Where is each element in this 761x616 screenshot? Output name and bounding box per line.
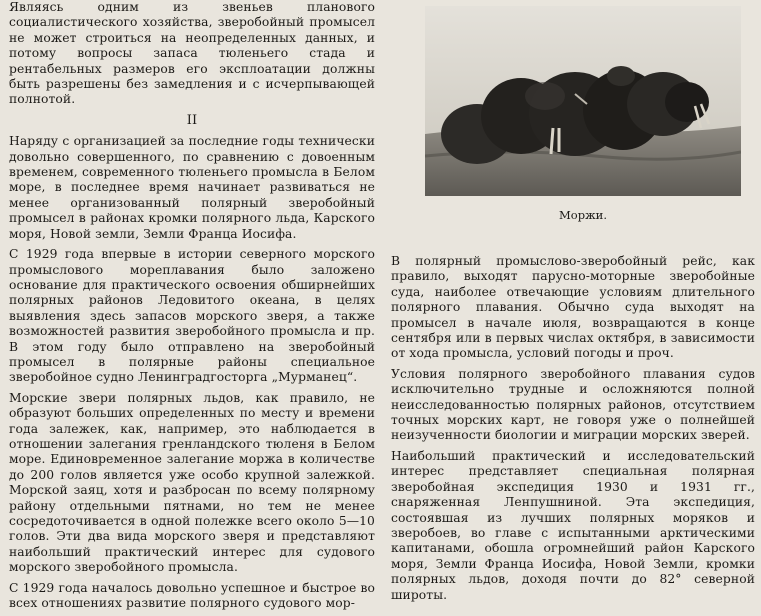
paragraph-voyage: В полярный промыслово-зверобойный рейс, как правило, выходят парусно-моторные зверобойные суда, наиболее отвечающие условиям длительного полярного плавания. Обычно суда выходят на промысел в начале июля, возвращаются в конце сентября или в первых числах октября, в зависимости от хода промысла, условий погоды и проч. (391, 254, 755, 361)
paragraph-polar-industry: Наряду с организацией за последние годы технически довольно совершенного, по сравнению с довоенным временем, современного тюленьего промысла в Белом море, в последнее время начинает развиваться не менее организованный полярный зверобойный промысел в районах кромки полярного льда, Карского моря, Новой земли, Земли Франца Иосифа. (9, 134, 375, 241)
right-text-column (391, 254, 755, 608)
walrus-photo (425, 6, 741, 196)
figure-caption: Моржи. (559, 208, 607, 222)
walrus-photo-illustration (425, 6, 741, 196)
left-text-column (9, 0, 375, 616)
paragraph-development: С 1929 года началось довольно успешное и быстрое во всех отношениях развитие полярного судового мор- (9, 580, 375, 611)
paragraph-expedition-1930: Наибольший практический и исследовательский интерес представляет специальная полярная зверобойная экспедиция 1930 и 1931 гг., снаряженная Ленпушниной. Эта экспедиция, состоявшая из лучших полярных моряков и зверобоев, во главе с испытанными арктическими капитанами, обошла огромнейший район Карского моря, Земли Франца Иосифа, Новой Земли, кромки полярных льдов, доходя почти до 82° северной широты. (391, 448, 755, 602)
paragraph-conditions: Условия полярного зверобойного плавания судов исключительно трудные и осложняются полной неисследованностью полярных районов, отсутствием точных морских карт, не говоря уже о полнейшей неизученности биологии и миграции морских зверей. (391, 366, 755, 443)
paragraph-1929-expedition: С 1929 года впервые в истории северного морского промыслового мореплавания было заложено основание для практического освоения обширнейших полярных районов Ледовитого океана, в целях выявления здесь запасов морского зверя, а также возможностей развития зверобойного промысла и пр. В этом году было отправлено на зверобойный промысел в полярные районы специальное зверобойное судно Ленинградгосторга „Мурманец“. (9, 247, 375, 385)
paragraph-planned-economy: Являясь одним из звеньев планового социалистического хозяйства, зверобойный промысел не может строиться на неопределенных данных, и потому вопросы запаса тюленьего стада и рентабельных размеров его эксплоатации должны быть разрешены без замедления и с исчерпывающей полнотой. (9, 0, 375, 107)
paragraph-polar-animals: Морские звери полярных льдов, как правило, не образуют больших определенных по месту и времени года залежек, как, например, это наблюдается в отношении залегания гренландского тюленя в Белом море. Единовременное залегание моржа в количестве до 200 голов является уже особо крупной залежкой. Морской заяц, хотя и разбросан по всему полярному району отдельными пятнами, но тем не менее сосредоточивается в одной полежке всего около 5—10 голов. Эти два вида морского зверя и представляют наибольший практический интерес для судового морского зверобойного промысла. (9, 390, 375, 575)
section-number: II (186, 112, 198, 128)
